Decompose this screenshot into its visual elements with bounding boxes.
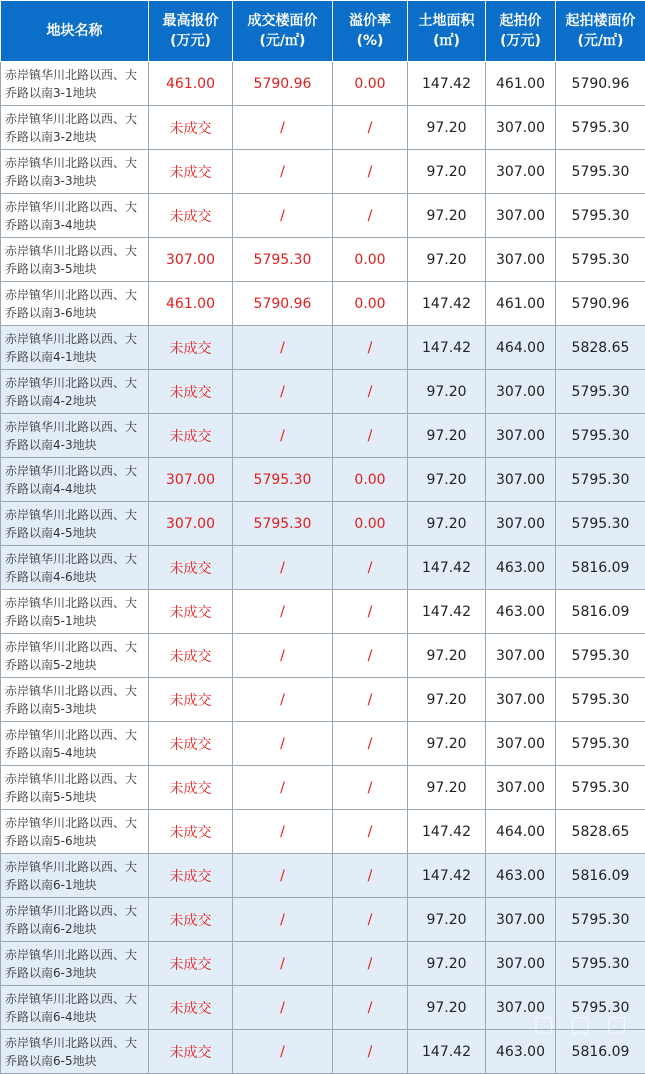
cell-deal-floor-price: / [233,370,333,414]
cell-plot-name: 赤岸镇华川北路以西、大乔路以南4-6地块 [1,546,149,590]
cell-highest-bid: 未成交 [149,634,233,678]
cell-land-area: 97.20 [408,238,486,282]
cell-plot-name: 赤岸镇华川北路以西、大乔路以南5-1地块 [1,590,149,634]
table-row [1,942,645,986]
header-premium-rate: 溢价率 (%) [333,1,408,62]
table-row [1,590,645,634]
header-plot-name: 地块名称 [1,1,149,62]
table-row [1,62,645,106]
header-highest-bid: 最高报价 (万元) [149,1,233,62]
cell-deal-floor-price: / [233,634,333,678]
cell-starting-price: 307.00 [486,766,556,810]
cell-land-area: 147.42 [408,854,486,898]
cell-starting-price: 307.00 [486,238,556,282]
cell-plot-name: 赤岸镇华川北路以西、大乔路以南3-3地块 [1,150,149,194]
cell-premium-rate: / [333,106,408,150]
cell-starting-floor-price: 5795.30 [556,106,645,150]
cell-premium-rate: 0.00 [333,62,408,106]
cell-plot-name: 赤岸镇华川北路以西、大乔路以南5-3地块 [1,678,149,722]
cell-starting-floor-price: 5795.30 [556,986,645,1030]
table-row [1,150,645,194]
cell-land-area: 97.20 [408,502,486,546]
cell-starting-price: 307.00 [486,678,556,722]
cell-plot-name: 赤岸镇华川北路以西、大乔路以南4-2地块 [1,370,149,414]
cell-plot-name: 赤岸镇华川北路以西、大乔路以南3-4地块 [1,194,149,238]
cell-highest-bid: 未成交 [149,194,233,238]
table-row [1,194,645,238]
cell-highest-bid: 未成交 [149,810,233,854]
cell-starting-price: 464.00 [486,810,556,854]
cell-land-area: 97.20 [408,150,486,194]
cell-land-area: 97.20 [408,458,486,502]
cell-starting-floor-price: 5828.65 [556,810,645,854]
cell-starting-price: 307.00 [486,986,556,1030]
table-row [1,854,645,898]
cell-deal-floor-price: / [233,150,333,194]
cell-premium-rate: / [333,1030,408,1074]
cell-starting-price: 463.00 [486,854,556,898]
cell-starting-price: 307.00 [486,106,556,150]
cell-highest-bid: 未成交 [149,370,233,414]
cell-land-area: 147.42 [408,282,486,326]
cell-land-area: 97.20 [408,194,486,238]
cell-premium-rate: / [333,986,408,1030]
cell-starting-price: 463.00 [486,546,556,590]
cell-plot-name: 赤岸镇华川北路以西、大乔路以南6-3地块 [1,942,149,986]
cell-premium-rate: / [333,898,408,942]
cell-deal-floor-price: / [233,986,333,1030]
cell-premium-rate: / [333,766,408,810]
cell-deal-floor-price: / [233,326,333,370]
cell-deal-floor-price: / [233,678,333,722]
cell-premium-rate: 0.00 [333,458,408,502]
cell-land-area: 97.20 [408,634,486,678]
cell-starting-price: 464.00 [486,326,556,370]
cell-premium-rate: / [333,722,408,766]
table-row [1,502,645,546]
cell-deal-floor-price: / [233,766,333,810]
cell-starting-floor-price: 5795.30 [556,370,645,414]
cell-deal-floor-price: / [233,194,333,238]
cell-starting-floor-price: 5795.30 [556,678,645,722]
cell-plot-name: 赤岸镇华川北路以西、大乔路以南6-4地块 [1,986,149,1030]
cell-highest-bid: 未成交 [149,546,233,590]
cell-starting-floor-price: 5795.30 [556,634,645,678]
cell-highest-bid: 未成交 [149,150,233,194]
table-row [1,898,645,942]
cell-highest-bid: 307.00 [149,502,233,546]
table-row [1,370,645,414]
cell-highest-bid: 未成交 [149,898,233,942]
cell-highest-bid: 461.00 [149,282,233,326]
cell-deal-floor-price: 5795.30 [233,502,333,546]
table-row [1,238,645,282]
table-row [1,458,645,502]
cell-starting-floor-price: 5816.09 [556,546,645,590]
cell-land-area: 97.20 [408,370,486,414]
cell-starting-floor-price: 5816.09 [556,854,645,898]
cell-land-area: 97.20 [408,414,486,458]
cell-highest-bid: 未成交 [149,854,233,898]
cell-plot-name: 赤岸镇华川北路以西、大乔路以南6-5地块 [1,1030,149,1074]
cell-deal-floor-price: / [233,722,333,766]
cell-starting-floor-price: 5828.65 [556,326,645,370]
cell-highest-bid: 307.00 [149,458,233,502]
cell-starting-floor-price: 5816.09 [556,590,645,634]
cell-starting-floor-price: 5795.30 [556,502,645,546]
cell-starting-price: 463.00 [486,1030,556,1074]
cell-deal-floor-price: / [233,810,333,854]
table-body [1,62,645,1074]
cell-starting-price: 307.00 [486,722,556,766]
cell-deal-floor-price: / [233,590,333,634]
cell-starting-price: 461.00 [486,282,556,326]
cell-land-area: 97.20 [408,942,486,986]
cell-premium-rate: / [333,810,408,854]
cell-premium-rate: / [333,942,408,986]
cell-land-area: 147.42 [408,326,486,370]
cell-plot-name: 赤岸镇华川北路以西、大乔路以南3-5地块 [1,238,149,282]
table-row [1,546,645,590]
cell-starting-price: 307.00 [486,458,556,502]
cell-land-area: 147.42 [408,590,486,634]
cell-starting-price: 307.00 [486,942,556,986]
cell-plot-name: 赤岸镇华川北路以西、大乔路以南4-4地块 [1,458,149,502]
cell-deal-floor-price: / [233,106,333,150]
cell-deal-floor-price: / [233,1030,333,1074]
cell-starting-floor-price: 5790.96 [556,62,645,106]
cell-highest-bid: 未成交 [149,326,233,370]
cell-starting-floor-price: 5795.30 [556,414,645,458]
cell-highest-bid: 未成交 [149,1030,233,1074]
cell-plot-name: 赤岸镇华川北路以西、大乔路以南3-1地块 [1,62,149,106]
table-row [1,106,645,150]
cell-deal-floor-price: 5790.96 [233,62,333,106]
cell-deal-floor-price: 5795.30 [233,238,333,282]
table-row [1,766,645,810]
cell-deal-floor-price: / [233,898,333,942]
cell-plot-name: 赤岸镇华川北路以西、大乔路以南4-5地块 [1,502,149,546]
cell-plot-name: 赤岸镇华川北路以西、大乔路以南5-2地块 [1,634,149,678]
cell-starting-floor-price: 5795.30 [556,722,645,766]
cell-starting-floor-price: 5795.30 [556,238,645,282]
cell-premium-rate: / [333,150,408,194]
cell-plot-name: 赤岸镇华川北路以西、大乔路以南5-4地块 [1,722,149,766]
cell-premium-rate: / [333,854,408,898]
cell-plot-name: 赤岸镇华川北路以西、大乔路以南6-1地块 [1,854,149,898]
cell-starting-price: 307.00 [486,502,556,546]
cell-starting-floor-price: 5790.96 [556,282,645,326]
cell-deal-floor-price: / [233,942,333,986]
cell-premium-rate: / [333,370,408,414]
cell-highest-bid: 未成交 [149,986,233,1030]
cell-highest-bid: 未成交 [149,414,233,458]
cell-highest-bid: 未成交 [149,590,233,634]
table-row [1,810,645,854]
cell-land-area: 97.20 [408,898,486,942]
cell-highest-bid: 未成交 [149,722,233,766]
cell-premium-rate: / [333,590,408,634]
cell-highest-bid: 未成交 [149,766,233,810]
cell-starting-price: 307.00 [486,194,556,238]
cell-starting-price: 463.00 [486,590,556,634]
table-header-row [1,1,645,62]
cell-highest-bid: 未成交 [149,678,233,722]
cell-plot-name: 赤岸镇华川北路以西、大乔路以南4-1地块 [1,326,149,370]
cell-starting-price: 307.00 [486,898,556,942]
table-row [1,282,645,326]
table-row [1,678,645,722]
cell-highest-bid: 461.00 [149,62,233,106]
cell-premium-rate: 0.00 [333,502,408,546]
table-row [1,634,645,678]
cell-starting-floor-price: 5795.30 [556,766,645,810]
cell-starting-floor-price: 5795.30 [556,942,645,986]
cell-premium-rate: 0.00 [333,238,408,282]
cell-premium-rate: / [333,194,408,238]
cell-deal-floor-price: / [233,546,333,590]
cell-premium-rate: / [333,634,408,678]
cell-starting-floor-price: 5795.30 [556,458,645,502]
cell-starting-price: 307.00 [486,634,556,678]
header-starting-floor-price: 起拍楼面价 (元/㎡) [556,1,645,62]
cell-starting-floor-price: 5795.30 [556,898,645,942]
cell-land-area: 147.42 [408,546,486,590]
cell-starting-price: 307.00 [486,414,556,458]
cell-land-area: 147.42 [408,62,486,106]
watermark-logo: ▢ ▢ ▢ [533,1012,631,1037]
table-row [1,414,645,458]
cell-starting-price: 461.00 [486,62,556,106]
cell-highest-bid: 未成交 [149,942,233,986]
cell-starting-floor-price: 5816.09 [556,1030,645,1074]
cell-land-area: 147.42 [408,810,486,854]
cell-deal-floor-price: / [233,854,333,898]
cell-plot-name: 赤岸镇华川北路以西、大乔路以南3-2地块 [1,106,149,150]
header-land-area: 土地面积 (㎡) [408,1,486,62]
table-row [1,722,645,766]
cell-land-area: 147.42 [408,1030,486,1074]
cell-land-area: 97.20 [408,678,486,722]
cell-starting-price: 307.00 [486,370,556,414]
cell-deal-floor-price: / [233,414,333,458]
cell-plot-name: 赤岸镇华川北路以西、大乔路以南6-2地块 [1,898,149,942]
cell-deal-floor-price: 5790.96 [233,282,333,326]
cell-deal-floor-price: 5795.30 [233,458,333,502]
cell-highest-bid: 307.00 [149,238,233,282]
cell-starting-price: 307.00 [486,150,556,194]
cell-plot-name: 赤岸镇华川北路以西、大乔路以南4-3地块 [1,414,149,458]
cell-premium-rate: / [333,326,408,370]
cell-premium-rate: / [333,414,408,458]
cell-land-area: 97.20 [408,766,486,810]
cell-plot-name: 赤岸镇华川北路以西、大乔路以南5-6地块 [1,810,149,854]
cell-plot-name: 赤岸镇华川北路以西、大乔路以南3-6地块 [1,282,149,326]
table-row [1,326,645,370]
cell-highest-bid: 未成交 [149,106,233,150]
cell-starting-floor-price: 5795.30 [556,194,645,238]
header-starting-price: 起拍价 (万元) [486,1,556,62]
cell-land-area: 97.20 [408,722,486,766]
cell-land-area: 97.20 [408,986,486,1030]
cell-premium-rate: / [333,546,408,590]
cell-plot-name: 赤岸镇华川北路以西、大乔路以南5-5地块 [1,766,149,810]
cell-premium-rate: / [333,678,408,722]
cell-land-area: 97.20 [408,106,486,150]
header-deal-floor-price: 成交楼面价 (元/㎡) [233,1,333,62]
cell-starting-floor-price: 5795.30 [556,150,645,194]
cell-premium-rate: 0.00 [333,282,408,326]
